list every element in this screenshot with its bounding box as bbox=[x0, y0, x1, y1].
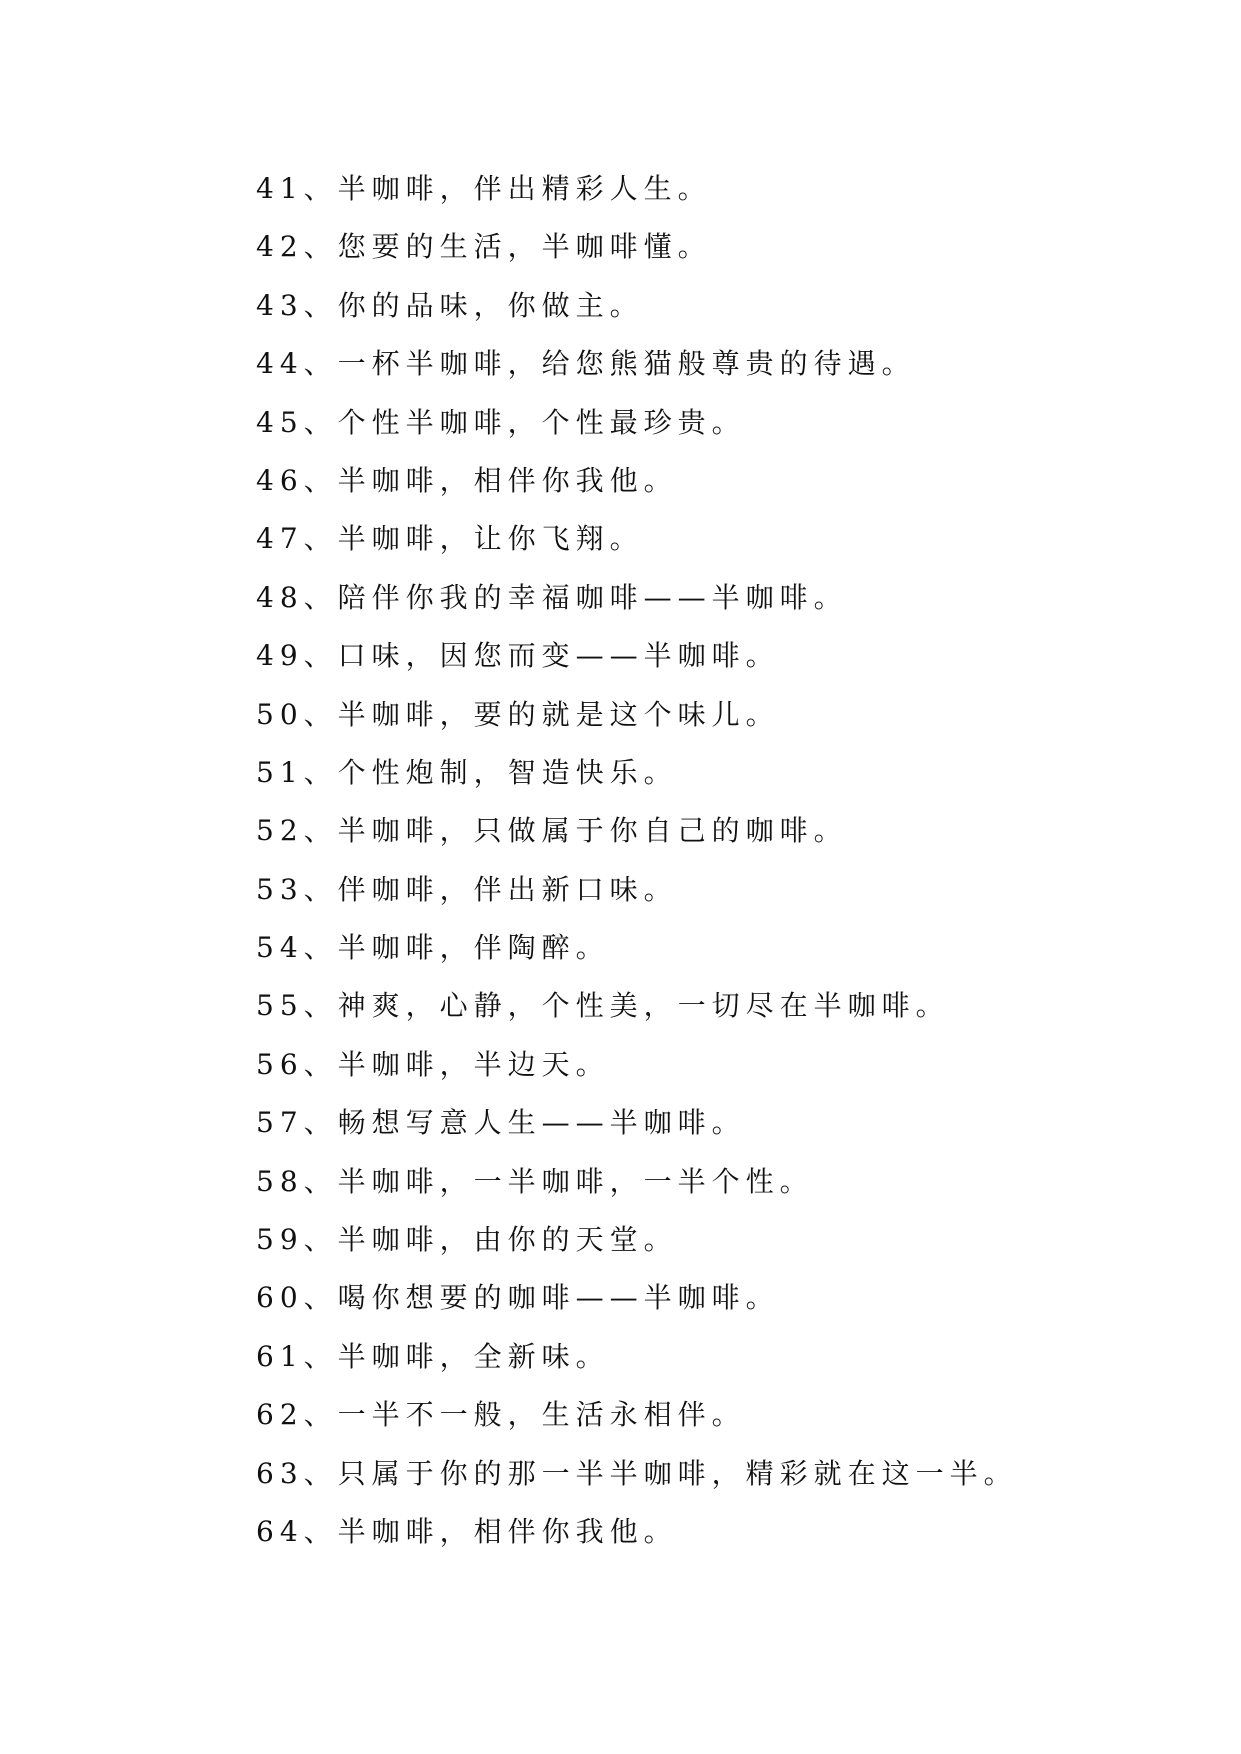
slogan-line: 61、半咖啡，全新味。 bbox=[256, 1339, 610, 1373]
slogan-line: 44、一杯半咖啡，给您熊猫般尊贵的待遇。 bbox=[256, 347, 916, 381]
slogan-line: 56、半咖啡，半边天。 bbox=[256, 1047, 610, 1081]
slogan-line: 59、半咖啡，由你的天堂。 bbox=[256, 1223, 678, 1257]
slogan-line: 52、半咖啡，只做属于你自己的咖啡。 bbox=[256, 814, 848, 848]
slogan-line: 46、半咖啡，相伴你我他。 bbox=[256, 463, 678, 497]
slogan-line: 57、畅想写意人生——半咖啡。 bbox=[256, 1106, 746, 1140]
slogan-line: 54、半咖啡，伴陶醉。 bbox=[256, 931, 610, 965]
slogan-line: 55、神爽，心静，个性美，一切尽在半咖啡。 bbox=[256, 989, 950, 1023]
slogan-line: 58、半咖啡，一半咖啡，一半个性。 bbox=[256, 1164, 814, 1198]
slogan-line: 45、个性半咖啡，个性最珍贵。 bbox=[256, 405, 746, 439]
slogan-line: 43、你的品味，你做主。 bbox=[256, 288, 644, 322]
slogan-line: 41、半咖啡，伴出精彩人生。 bbox=[256, 172, 712, 205]
slogan-line: 63、只属于你的那一半半咖啡，精彩就在这一半。 bbox=[256, 1456, 1018, 1490]
slogan-line: 47、半咖啡，让你飞翔。 bbox=[256, 522, 644, 556]
slogan-line: 62、一半不一般，生活永相伴。 bbox=[256, 1398, 746, 1432]
slogan-line: 50、半咖啡，要的就是这个味儿。 bbox=[256, 697, 780, 731]
slogan-line: 48、陪伴你我的幸福咖啡——半咖啡。 bbox=[256, 580, 848, 614]
slogan-line: 60、喝你想要的咖啡——半咖啡。 bbox=[256, 1281, 780, 1315]
slogan-line: 42、您要的生活，半咖啡懂。 bbox=[256, 230, 712, 264]
slogan-line: 51、个性炮制，智造快乐。 bbox=[256, 755, 678, 789]
slogan-line: 53、伴咖啡，伴出新口味。 bbox=[256, 872, 678, 906]
slogan-line: 64、半咖啡，相伴你我他。 bbox=[256, 1514, 678, 1548]
slogan-list bbox=[256, 160, 1018, 1561]
slogan-line: 49、口味，因您而变——半咖啡。 bbox=[256, 639, 780, 673]
